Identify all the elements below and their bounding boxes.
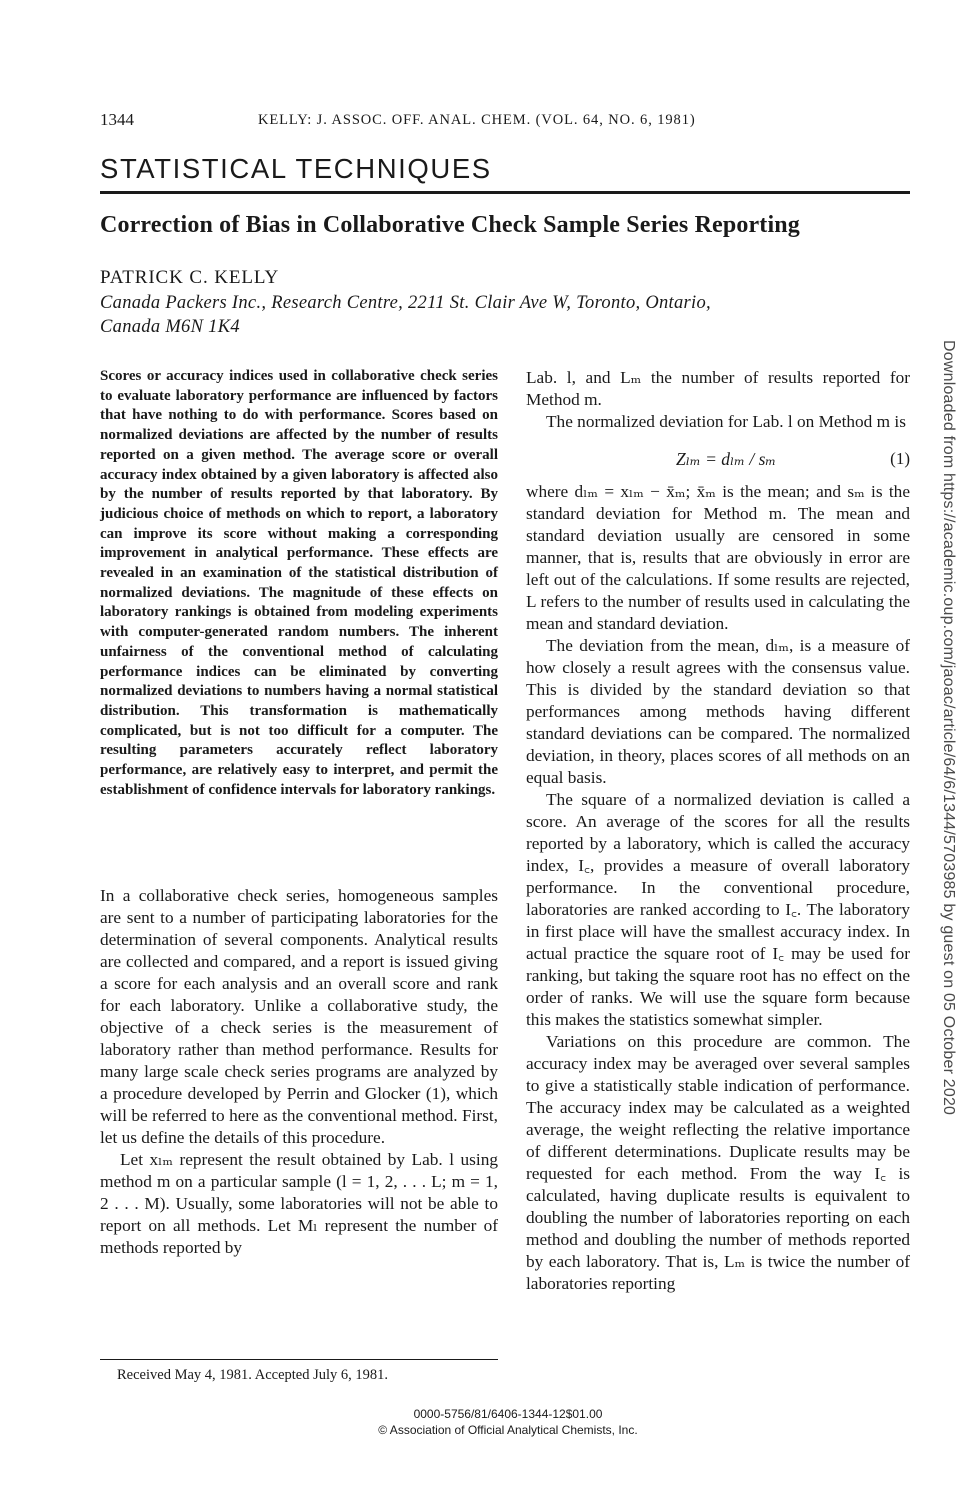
body-paragraph: The deviation from the mean, dₗₘ, is a measure of how closely a result agrees with the consensus value. This is divided by the standard deviation so that performances among methods having different standard deviations can be compared. The normalized deviation, in theory, places scores of all methods on an equal basis. — [526, 636, 910, 787]
body-paragraph: In a collaborative check series, homogeneous samples are sent to a number of participating laboratories for the determination of several components. Analytical results are collected and compared, and a report is issued giving a score for each analysis and an overall score and rank for each laboratory. Unlike a collaborative study, the objective of a check series is the measurement of laboratory rather than method performance. Results for many large scale check series programs are analyzed by a procedure developed by Perrin and Glocker (1), which will be referred to here as the conventional method. First, let us define the details of this procedure. — [100, 886, 498, 1147]
price-code: 0000-5756/81/6406-1344-12$01.00 — [413, 1407, 603, 1421]
journal-citation: KELLY: J. ASSOC. OFF. ANAL. CHEM. (VOL. 64, NO. 6, 1981) — [258, 112, 696, 128]
body-paragraph: Let xₗₘ represent the result obtained by Lab. l using method m on a particular sample (l = 1, 2, . . . L; m = 1, 2 . . . M). Usually, some laboratories will not be able to report on all methods. Let Mₗ represent the number of methods reported by — [100, 1150, 498, 1257]
body-paragraph: The square of a normalized deviation is called a score. An average of the scores for all the results reported by a laboratory, which is called the accuracy index, I꜀, provides a measure of overall laboratory performance. In the conventional procedure, laboratories are ranked according to I꜀. The laboratory in first place will have the smallest accuracy index. In actual practice the square root of I꜀ may be used for ranking, but taking the square root has no effect on the order of ranks. We will use the square form because this makes the statistics somewhat simpler. — [526, 790, 910, 1029]
running-head — [100, 110, 910, 134]
equation — [526, 437, 910, 481]
author-name: PATRICK C. KELLY — [100, 267, 280, 288]
download-watermark — [935, 340, 961, 1140]
author-affiliation — [100, 291, 860, 339]
body-column-right — [526, 367, 910, 1295]
affiliation-line: Canada Packers Inc., Research Centre, 2211 St. Clair Ave W, Toronto, Ontario, — [100, 293, 711, 313]
body-column-left — [100, 885, 498, 1259]
received-footnote: Received May 4, 1981. Accepted July 6, 1981. — [117, 1367, 389, 1383]
affiliation-line: Canada M6N 1K4 — [100, 317, 240, 337]
section-rule — [100, 191, 910, 194]
abstract: Scores or accuracy indices used in collaborative check series to evaluate laboratory performance are influenced by factors that have nothing to do with performance. Scores based on normalized deviations are affected by the number of results reported on a given method. The average score or overall accuracy index obtained by a given laboratory is affected also by the number of results reported by that laboratory. By judicious choice of methods on which to report, a laboratory can improve its score without making a corresponding improvement in analytical performance. These effects are revealed in an examination of the statistical distribution of normalized deviations. The magnitude of these effects on laboratory rankings is obtained from modeling experiments with computer-generated random numbers. The inherent unfairness of the conventional method of calculating performance indices can be eliminated by converting normalized deviations to numbers having a normal statistical distribution. This transformation is mathematically complicated, but is not too difficult for a computer. The resulting parameters accurately reflect laboratory performance, are relatively easy to interpret, and permit the establishment of confidence intervals for laboratory rankings. — [100, 368, 498, 798]
section-title: STATISTICAL TECHNIQUES — [100, 153, 492, 184]
copyright-notice: © Association of Official Analytical Chemists, Inc. — [378, 1423, 638, 1437]
body-paragraph: where dₗₘ = xₗₘ − x̄ₘ; x̄ₘ is the mean; and sₘ is the standard deviation for Method m. The mean and standard deviation usually are censored in some manner, that is, results that are obviously in error are left out of the calculations. If some results are rejected, L refers to the number of results used in calculating the mean and standard deviation. — [526, 482, 910, 633]
page-number: 1344 — [100, 110, 134, 129]
download-watermark-text: Downloaded from https://academic.oup.com/jaoac/article/64/6/1344/5703985 by guest on 05 October 2020 — [940, 340, 957, 1116]
equation-number: (1) — [890, 449, 910, 468]
body-paragraph: Variations on this procedure are common. The accuracy index may be averaged over several samples to give a statistically stable indication of performance. The accuracy index may be calculated as a weighted average, the weight reflecting the relative importance of different determinations. Duplicate results may be requested for each method. From the way I꜀ is calculated, having duplicate results is equivalent to doubling the number of laboratories reporting on each method and doubling the number of methods reported by each laboratory. That is, Lₘ is twice the number of laboratories reporting — [526, 1032, 910, 1293]
body-paragraph: The normalized deviation for Lab. l on Method m is — [546, 412, 906, 431]
footnote-rule — [100, 1359, 498, 1360]
article-title: Correction of Bias in Collaborative Check Sample Series Reporting — [100, 212, 800, 238]
body-paragraph: Lab. l, and Lₘ the number of results reported for Method m. — [526, 368, 910, 409]
equation-expression: Zₗₘ = dₗₘ / sₘ — [676, 449, 777, 469]
